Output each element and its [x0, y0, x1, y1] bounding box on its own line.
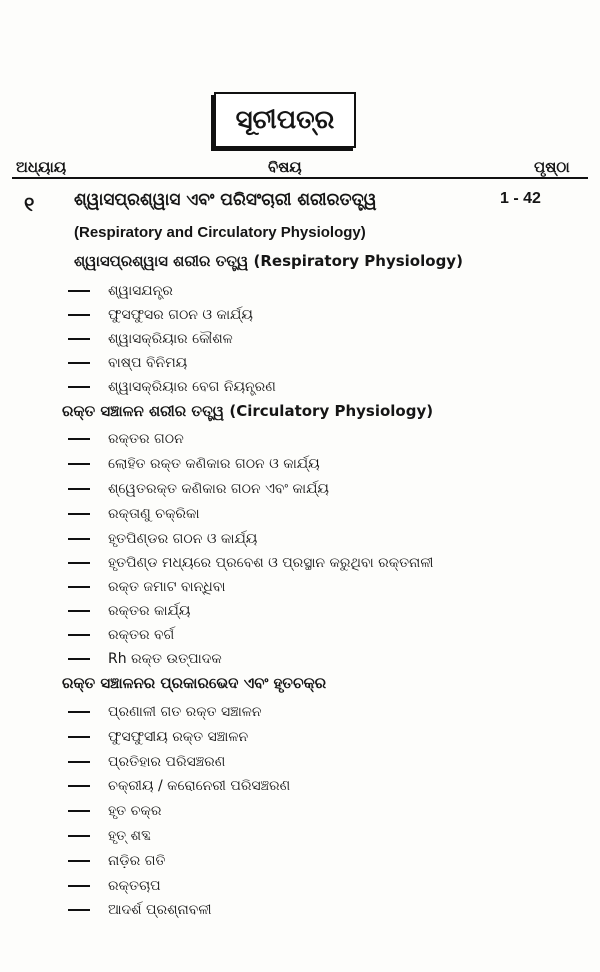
section-heading: ଶ୍ୱାସପ୍ରଶ୍ୱାସ ଶରୀର ତତ୍ତ୍ୱ (Respiratory Physiology)	[74, 252, 463, 270]
chapter-subtitle: (Respiratory and Circulatory Physiology)	[74, 224, 366, 241]
section-heading: ରକ୍ତ ସଞ୍ଚାଳନର ପ୍ରକାରଭେଦ ଏବଂ ହୃତଚକ୍ର	[62, 674, 327, 692]
list-item: ହୃତ୍ ଶବ୍ଦ	[68, 826, 151, 846]
list-item: ନାଡ଼ିର ଗତି	[68, 851, 165, 871]
list-item: ଶ୍ୱାସକ୍ରିୟାର କୌଶଳ	[68, 329, 233, 349]
list-item: ହୃତ ଚକ୍ର	[68, 801, 162, 821]
header-chapter: ଅଧ୍ୟାୟ	[16, 158, 67, 176]
list-item: ବାଷ୍ପ ବିନିମୟ	[68, 353, 187, 373]
header-subject: ବିଷୟ	[268, 158, 302, 176]
section-heading: ରକ୍ତ ସଞ୍ଚାଳନ ଶରୀର ତତ୍ତ୍ୱ (Circulatory Physiology)	[62, 402, 434, 420]
chapter-pages: 1 - 42	[500, 190, 541, 207]
list-item: ପ୍ରଣାଳୀ ଗତ ରକ୍ତ ସଞ୍ଚାଳନ	[68, 702, 262, 722]
list-item: ଶ୍ୱେତରକ୍ତ କଣିକାର ଗଠନ ଏବଂ କାର୍ଯ୍ୟ	[68, 479, 329, 499]
list-item: ରକ୍ତର ଗଠନ	[68, 429, 184, 449]
list-item: ହୃତପିଣ୍ଡର ଗଠନ ଓ କାର୍ଯ୍ୟ	[68, 529, 257, 549]
list-item: ରକ୍ତର କାର୍ଯ୍ୟ	[68, 601, 190, 621]
list-item: ରକ୍ତର ବର୍ଗ	[68, 625, 174, 645]
list-item: ରକ୍ତ ଜମାଟ ବାନ୍ଧିବା	[68, 577, 225, 597]
list-item: ରକ୍ତଚାପ	[68, 876, 161, 896]
chapter-title: ଶ୍ୱାସପ୍ରଶ୍ୱାସ ଏବଂ ପରିସଂଚାରୀ ଶରୀରତତ୍ତ୍ୱ	[74, 190, 377, 210]
list-item: ଶ୍ୱାସକ୍ରିୟାର ବେଗ ନିୟନ୍ତ୍ରଣ	[68, 377, 276, 397]
page-title: ସୂଚୀପତ୍ର	[214, 92, 356, 148]
header-page: ପୃଷ୍ଠା	[534, 158, 570, 176]
chapter-number: ୧	[24, 192, 35, 216]
header-rule	[12, 177, 588, 179]
list-item: ଫୁସଫୁସୀୟ ରକ୍ତ ସଞ୍ଚାଳନ	[68, 727, 248, 747]
list-item: ରକ୍ତାଣୁ ଚକ୍ରିକା	[68, 504, 200, 524]
list-item: ଶ୍ୱାସଯନ୍ତ୍ର	[68, 281, 173, 301]
list-item: ପ୍ରତିହାର ପରିସଞ୍ଚରଣ	[68, 752, 225, 772]
list-item: ହୃତପିଣ୍ଡ ମଧ୍ୟରେ ପ୍ରବେଶ ଓ ପ୍ରସ୍ଥାନ କରୁଥିବା ରକ୍ତନାଳୀ	[68, 553, 433, 573]
list-item: ଲୋହିତ ରକ୍ତ କଣିକାର ଗଠନ ଓ କାର୍ଯ୍ୟ	[68, 454, 320, 474]
list-item: ଚକ୍ରୀୟ / କରୋନେରୀ ପରିସଞ୍ଚରଣ	[68, 776, 290, 796]
list-item: Rh ରକ୍ତ ଉତ୍ପାଦକ	[68, 649, 222, 669]
list-item: ଫୁସଫୁସର ଗଠନ ଓ କାର୍ଯ୍ୟ	[68, 305, 253, 325]
list-item: ଆଦର୍ଶ ପ୍ରଶ୍ନାବଳୀ	[68, 900, 212, 920]
